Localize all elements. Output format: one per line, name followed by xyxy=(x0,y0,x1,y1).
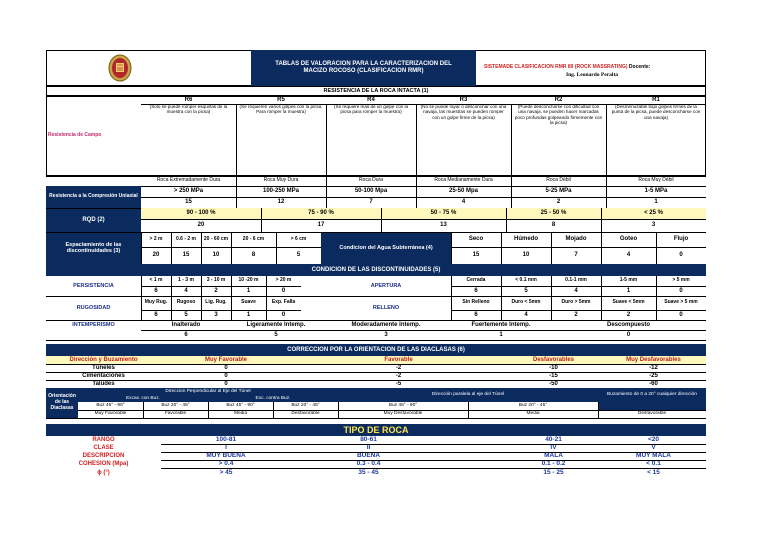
conditions-title: CONDICION DE LAS DISCONTINUIDADES (5) xyxy=(46,264,706,276)
grid-line xyxy=(46,364,706,365)
orientation-value: -50 xyxy=(549,380,558,387)
grid-line xyxy=(161,444,706,445)
grid-line xyxy=(141,232,142,264)
aperture-points: 0 xyxy=(679,287,683,294)
grade-mpa: 25-50 Mpa xyxy=(448,188,478,195)
spacing-range: > 2 m xyxy=(149,235,163,242)
grid-line xyxy=(161,468,706,469)
water-state: Flujo xyxy=(673,236,689,243)
grade-code: R5 xyxy=(277,96,285,103)
rock-type-value: V xyxy=(651,444,656,452)
roughness-range: Lig. Rug. xyxy=(205,299,227,306)
system-name: SISTEMADE CLASIFICACION RMR 89 (ROCK MASSRATING) xyxy=(484,64,628,71)
orientation-rating: Media xyxy=(468,410,598,418)
grade-mpa: 5-25 MPa xyxy=(545,188,572,195)
rock-type-label: ϕ (°) xyxy=(97,469,110,476)
grid-line xyxy=(171,232,172,264)
rqd-points: 13 xyxy=(440,222,447,229)
spacing-points: 8 xyxy=(251,252,256,259)
rock-type-label: RANGO xyxy=(92,436,115,443)
orientation-rating: Muy Desfavorable xyxy=(338,410,468,418)
grade-code: R6 xyxy=(184,96,193,103)
rock-type-value: > 45 xyxy=(219,469,233,477)
grade-description: (Se requiere mas de un golpe con la picsa para romper la muestra) xyxy=(333,104,409,115)
rock-type-value: > 0.4 xyxy=(218,460,234,468)
rock-type-value: 100-81 xyxy=(215,436,237,444)
grade-points: 1 xyxy=(654,199,658,206)
persistence-points: 1 xyxy=(246,287,251,294)
grade-code: R3 xyxy=(459,96,468,103)
rqd-range: 50 - 75 % xyxy=(381,208,506,219)
grid-line xyxy=(201,296,202,320)
grid-line xyxy=(141,247,321,248)
grid-line xyxy=(161,460,706,461)
rqd-points: 20 xyxy=(197,222,205,229)
rock-type-value: 0.3 - 0.4 xyxy=(356,460,381,468)
persistence-points: 2 xyxy=(214,287,218,294)
roughness-range: Exp. Falla xyxy=(271,299,296,306)
persistence-range: 1 - 3 m xyxy=(178,277,194,284)
filling-range: Duro > 5mm xyxy=(561,299,591,306)
aperture-range: > 5 mm xyxy=(672,277,690,284)
water-points: 7 xyxy=(574,252,578,259)
aperture-points: 4 xyxy=(574,287,578,294)
weathering-points: 1 xyxy=(499,331,503,338)
filling-points: 4 xyxy=(524,311,528,318)
grade-description: (Solo se puede romper esquirlas de la muestra con la picsa) xyxy=(149,104,228,115)
roughness-points: 6 xyxy=(154,311,158,318)
rqd-label: RQD (2) xyxy=(46,208,141,232)
water-label: Condicion del Agua Subterránea (4) xyxy=(321,232,451,264)
university-seal-logo xyxy=(106,52,134,84)
weathering-points: 5 xyxy=(274,331,278,338)
grid-line xyxy=(46,296,706,297)
water-state: Goteo xyxy=(619,236,638,243)
roughness-label: RUGOSIDAD xyxy=(76,304,111,311)
grid-line xyxy=(46,320,706,321)
field-label: Resistencia de Campo xyxy=(48,132,102,139)
rock-type-value: II xyxy=(366,444,371,452)
docente-label: Docente: xyxy=(628,64,651,71)
weathering-label: INTEMPERISMO xyxy=(72,321,115,328)
filling-range: Suave > 5 mm xyxy=(664,299,698,306)
orientation-row-label: Cimentaciones xyxy=(82,372,125,379)
grid-line xyxy=(276,232,277,264)
rock-type-value: MUY BUENA xyxy=(206,452,246,460)
rock-type-label: CLASE xyxy=(93,444,114,451)
grade-description: (Se requieren varios golpes con la picsa. Para romper la muestra) xyxy=(239,104,323,115)
dip-range: Buz 20° - 45° xyxy=(273,402,338,410)
grid-line xyxy=(606,104,607,208)
grade-mpa: 100-250 MPa xyxy=(262,188,300,195)
grid-line xyxy=(261,208,262,232)
grid-line xyxy=(551,232,552,264)
persistence-points: 4 xyxy=(184,287,188,294)
grid-line xyxy=(381,208,382,232)
grid-line xyxy=(506,208,507,232)
roughness-range: Muy Rug. xyxy=(144,299,168,306)
grid-line xyxy=(201,232,202,264)
orientation-head: Desfavorables xyxy=(506,356,601,364)
grade-mpa: > 250 MPa xyxy=(173,188,204,195)
orientation-rating: Media xyxy=(208,410,273,418)
orientation-row-label: Túneles xyxy=(92,364,115,371)
grade-name: Roca Extremadamente Dura xyxy=(156,177,221,184)
rqd-range: < 25 % xyxy=(601,208,706,219)
orientation-value: -2 xyxy=(395,364,402,371)
header-title: TABLAS DE VALORACION PARA LA CARACTERIZACION DEL MACIZO ROCOSO (CLASIFICACION RMR) xyxy=(251,50,476,86)
persistence-range: < 1 m xyxy=(149,277,163,284)
spacing-range: 0.6 - 2 m xyxy=(175,235,196,242)
aperture-range: Cerrada xyxy=(466,277,486,284)
spacing-points: 5 xyxy=(296,252,301,259)
dip-range: Buz 45° - 90° xyxy=(338,402,468,410)
orientation-rating: Desfavorable xyxy=(598,410,706,418)
grade-points: 12 xyxy=(277,199,285,206)
grade-name: Roca Muy Débil xyxy=(638,177,674,184)
roughness-points: 1 xyxy=(246,311,251,318)
roughness-range: Suave xyxy=(241,299,256,306)
dip-range: Buz 45° - 90° xyxy=(208,402,273,410)
grid-line xyxy=(236,104,237,208)
grid-line xyxy=(511,104,512,208)
grade-name: Roca Débil xyxy=(546,177,571,184)
rqd-range: 90 - 100 % xyxy=(141,208,261,219)
orientation-value: 0 xyxy=(224,372,228,379)
persistence-range: 3 - 10 m xyxy=(206,277,226,284)
spacing-points: 10 xyxy=(212,252,220,259)
grid-line xyxy=(141,296,142,320)
water-state: Húmedo xyxy=(514,236,538,243)
grade-points: 7 xyxy=(369,199,373,206)
orientation-rating: Favorable xyxy=(143,410,208,418)
grade-code: R2 xyxy=(554,96,563,103)
orientation-value: 0 xyxy=(224,364,228,371)
aperture-points: 1 xyxy=(626,287,631,294)
weathering-points: 6 xyxy=(184,331,188,338)
spacing-label: Espaciamiento de las discontinuidades (3) xyxy=(46,232,141,264)
grid-line xyxy=(141,219,706,220)
grade-code: R1 xyxy=(652,96,660,103)
orientation-value: -2 xyxy=(395,372,402,379)
rqd-points: 17 xyxy=(317,222,325,229)
author-name: Ing. Leonardo Peralta xyxy=(565,71,619,78)
grid-line xyxy=(656,232,657,264)
filling-range: Sin Relleno xyxy=(462,299,490,306)
orientation-value: -15 xyxy=(549,372,558,379)
grade-code: R4 xyxy=(367,96,375,103)
rqd-range: 25 - 50 % xyxy=(506,208,601,219)
spacing-points: 20 xyxy=(152,252,160,259)
aperture-range: 1-5 mm xyxy=(619,277,638,284)
rock-type-value: BUENA xyxy=(356,452,381,460)
orientation-value: -25 xyxy=(649,372,658,379)
aperture-label: APERTURA xyxy=(370,282,402,289)
grid-line xyxy=(46,418,706,419)
grade-description: (No se puede rayar o desconchar con una navaja, las muestras se pueden romper con un golpe firme de la picsa) xyxy=(420,104,507,120)
grid-line xyxy=(78,410,706,411)
grid-line xyxy=(46,340,706,341)
rock-type-value: 35 - 45 xyxy=(358,469,379,477)
filling-points: 0 xyxy=(679,311,683,318)
spacing-points: 15 xyxy=(182,252,190,259)
grid-line xyxy=(451,247,706,248)
grid-line xyxy=(451,296,452,320)
rock-type-value: 80-61 xyxy=(360,436,377,444)
excav-against: Exc. contra Buz. xyxy=(208,395,338,402)
persistence-label: PERSISTENCIA xyxy=(73,282,114,289)
rock-type-value: IV xyxy=(550,444,557,452)
filling-points: 2 xyxy=(626,311,631,318)
grid-line xyxy=(601,296,602,320)
rqd-points: 8 xyxy=(551,222,556,229)
orientation-head: Favorable xyxy=(291,356,506,364)
orientation-left-label: Orientación de las Diaclasas xyxy=(46,388,78,418)
excav-with: Excav. con Buz. xyxy=(78,395,208,402)
grid-line xyxy=(141,186,706,187)
grid-line xyxy=(326,104,327,208)
persistence-points: 0 xyxy=(281,287,286,294)
water-points: 0 xyxy=(679,252,683,259)
spacing-range: 20 - 60 cm xyxy=(203,235,229,242)
grid-line xyxy=(231,232,232,264)
grid-line xyxy=(141,286,301,287)
grade-name: Roca Muy Dura xyxy=(263,177,299,184)
dip-range: Buz 45° - 90° xyxy=(78,402,143,410)
rock-type-value: < 0.1 xyxy=(646,460,661,468)
weathering-points: 3 xyxy=(384,331,388,338)
rock-type-value: MALA xyxy=(544,452,563,460)
grid-line xyxy=(601,208,602,232)
grid-line xyxy=(171,296,172,320)
grade-mpa: 1-5 MPa xyxy=(644,188,668,195)
aperture-points: 5 xyxy=(524,287,528,294)
water-points: 4 xyxy=(626,252,631,259)
weathering-range: Descompuesto xyxy=(606,321,650,328)
grid-line xyxy=(451,310,706,311)
orientation-value: -60 xyxy=(649,380,658,387)
filling-label: RELLENO xyxy=(372,304,400,311)
grid-line xyxy=(141,310,301,311)
orientation-value: -10 xyxy=(549,364,558,371)
grade-mpa: 50-100 Mpa xyxy=(354,188,388,195)
persistence-points: 6 xyxy=(154,287,158,294)
grid-line xyxy=(141,197,706,198)
water-points: 10 xyxy=(522,252,530,259)
grid-line xyxy=(231,296,232,320)
rock-type-value: 0.1 - 0.2 xyxy=(541,460,566,468)
dip-range: Buz 20° - 45° xyxy=(143,402,208,410)
grid-line xyxy=(161,452,706,453)
rock-type-value: <20 xyxy=(647,436,660,444)
grid-line xyxy=(46,372,706,373)
roughness-points: 3 xyxy=(214,311,218,318)
orientation-head: Muy Desfavorables xyxy=(601,356,706,364)
weathering-range: Inalterado xyxy=(171,321,201,328)
rock-type-label: DESCRIPCION xyxy=(82,452,125,459)
grid-line xyxy=(601,232,602,264)
weathering-range: Fuertemente Intemp. xyxy=(471,321,531,328)
grid-line xyxy=(266,296,267,320)
header-system xyxy=(478,50,706,86)
rock-type-value: < 15 xyxy=(647,469,660,477)
rock-type-label: COHESION (Mpa) xyxy=(78,460,129,467)
grade-name: Roca Medianamente Dura xyxy=(434,177,493,184)
orientation-head: Muy Favorable xyxy=(161,356,291,364)
rock-type-value: 40-21 xyxy=(545,436,562,444)
orientation-value: -12 xyxy=(649,364,658,371)
rock-type-value: I xyxy=(225,444,227,452)
orientation-value: 0 xyxy=(224,380,228,387)
filling-range: Suave < 5mm xyxy=(612,299,645,306)
grid-line xyxy=(501,232,502,264)
grade-name: Roca Dura xyxy=(359,177,383,184)
rqd-points: 3 xyxy=(651,222,656,229)
orientation-rating: Muy Favorable xyxy=(78,410,143,418)
grid-line xyxy=(451,286,706,287)
parallel-label: Dirección paralela al eje del Túnel xyxy=(338,388,598,402)
roughness-points: 0 xyxy=(281,311,286,318)
water-state: Seco xyxy=(468,236,484,243)
rock-type-value: 15 - 25 xyxy=(543,469,564,477)
grade-description: (Desmenuzable bajo golpes firmes de la punta de la picsa, puede desconcharse con una navaja) xyxy=(611,104,701,120)
grid-line xyxy=(416,104,417,208)
water-points: 15 xyxy=(472,252,480,259)
grid-line xyxy=(501,296,502,320)
aperture-points: 6 xyxy=(474,287,478,294)
weathering-range: Ligeramente Intemp. xyxy=(246,321,306,328)
weathering-range: Moderadamente Intemp. xyxy=(351,321,421,328)
grade-points: 2 xyxy=(556,199,561,206)
grid-line xyxy=(46,176,706,177)
ucs-label: Resistencia a la Compresión Uniaxial xyxy=(46,186,141,208)
filling-points: 2 xyxy=(574,311,578,318)
dip-range: Buz 20° - 45° xyxy=(468,402,598,410)
grid-line xyxy=(46,380,706,381)
spacing-range: > 6 cm xyxy=(290,235,307,242)
rmr-sheet xyxy=(46,50,706,490)
persistence-range: > 20 m xyxy=(275,277,292,284)
intact-title: RESISTENCIA DE LA ROCA INTACTA (1) xyxy=(323,87,429,94)
grid-line xyxy=(451,232,452,264)
orientation-rating: Desfavorable xyxy=(273,410,338,418)
weathering-points: 0 xyxy=(626,331,631,338)
grid-line xyxy=(551,296,552,320)
grid-line xyxy=(141,104,706,105)
filling-points: 6 xyxy=(474,311,478,318)
water-state: Mojado xyxy=(565,236,587,243)
rqd-range: 75 - 90 % xyxy=(261,208,381,219)
filling-range: Duro < 5mm xyxy=(511,299,541,306)
grade-description: (Puede desconcharse con dificultad con una navaja, se pueden hacer marcadas poco profundas golpeando firmemente con la picsa) xyxy=(514,104,603,125)
roughness-points: 5 xyxy=(184,311,188,318)
rock-type-title: TIPO DE ROCA xyxy=(46,424,706,436)
persistence-range: 10 -20 m xyxy=(238,277,259,284)
aperture-range: < 0.1 mm xyxy=(515,277,537,284)
grid-line xyxy=(141,330,706,331)
orientation-row-label: Taludes xyxy=(92,380,115,387)
orientation-title: CORRECCION POR LA ORIENTACION DE LAS DIACLASAS (6) xyxy=(46,344,706,356)
rock-type-value: MUY MALA xyxy=(636,452,671,460)
roughness-range: Rugoso xyxy=(176,299,196,306)
aperture-range: 0.1-1 mm xyxy=(565,277,587,284)
orientation-head: Dirección y Buzamiento xyxy=(46,356,161,364)
grade-points: 15 xyxy=(185,199,192,206)
spacing-range: 20 - 6 cm xyxy=(242,235,265,242)
perp-label: Direccion Perpendicular al Eje del Túnel xyxy=(78,388,338,395)
orientation-value: -5 xyxy=(395,380,402,387)
any-direction: Buzamiento de 0 a 20° cualquier dirección xyxy=(598,388,706,402)
grade-points: 4 xyxy=(461,199,466,206)
grid-line xyxy=(656,296,657,320)
